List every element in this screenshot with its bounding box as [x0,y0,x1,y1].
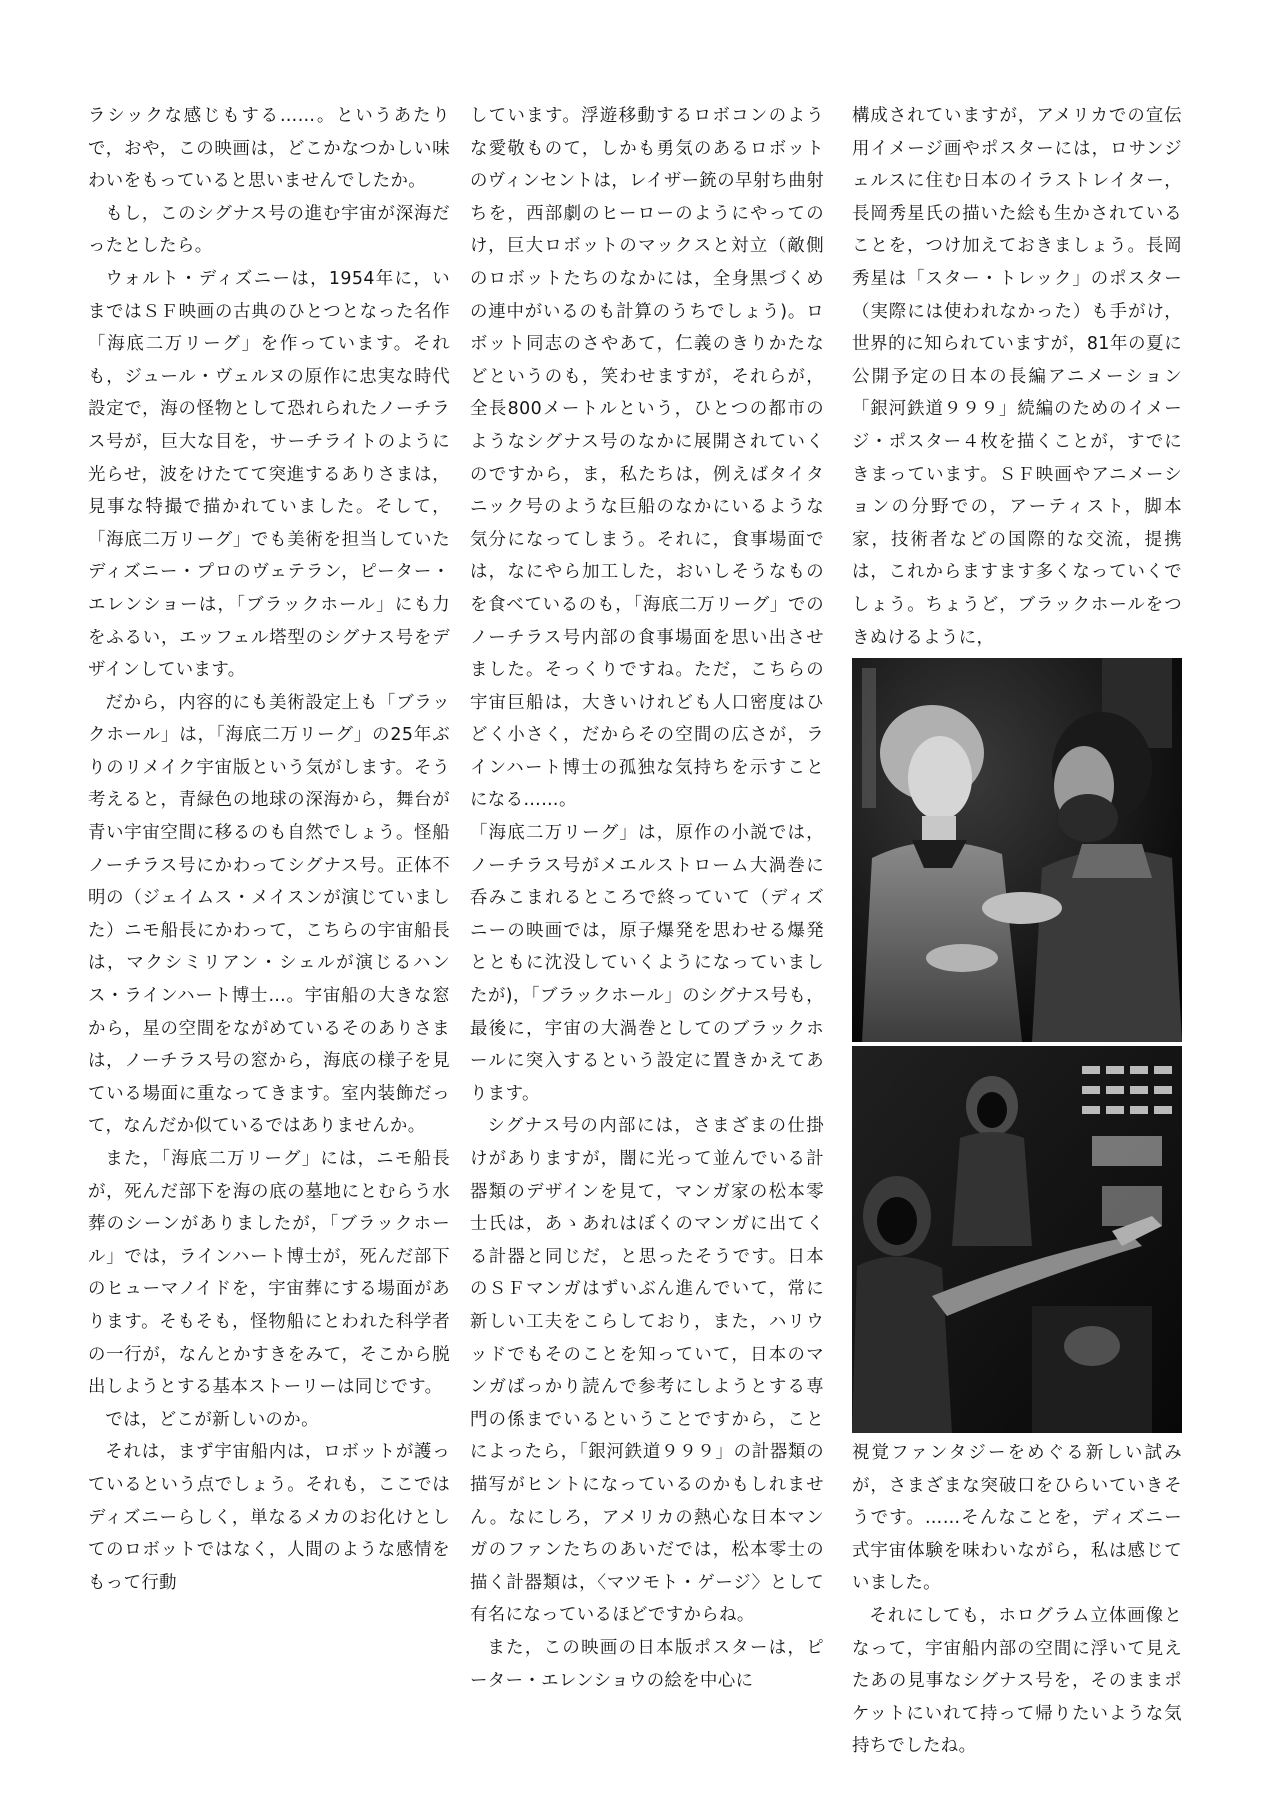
paragraph: 構成されていますが，アメリカでの宣伝用イメージ画やポスターには，ロサンジェルスに住む日本のイラストレイター，長岡秀星氏の描いた絵も生かされていることを，つけ加えておきましょう。長岡秀星は「スター・トレック」のポスター（実際には使われなかった）も手がけ，世界的に知られていますが，81年の夏に公開予定の日本の長編アニメーション「銀河鉄道９９９」続編のためのイメージ・ポスター４枚を描くことが，すでにきまっています。ＳＦ映画やアニメーションの分野での，アーティスト，脚本家，技術者などの国際的な交流，提携は，これからますます多くなっていくでしょう。ちょうど，ブラックホールをつきぬけるように， [852,106,1182,648]
paragraph: また，「海底二万リーグ」には，ニモ船長が，死んだ部下を海の底の墓地にとむらう水葬のシーンがありましたが，「ブラックホール」では，ラインハート博士が，死んだ部下のヒューマノイドを，宇宙葬にする場面があります。そもそも，怪物船にとわれた科学者の一行が，なんとかすきをみて，そこから脱出しようとする基本ストーリーは同じです。 [88,1149,450,1398]
paragraph: だから，内容的にも美術設定上も「ブラックホール」は，「海底二万リーグ」の25年ぶりのリメイク宇宙版という気がします。そう考えると，青緑色の地球の深海から，舞台が青い宇宙空間に移るのも自然でしょう。怪船ノーチラス号にかわってシグナス号。正体不明の（ジェイムス・メイスンが演じていました）ニモ船長にかわって，こちらの宇宙船長は，マクシミリアン・シェルが演じるハンス・ラインハート博士…。宇宙船の大きな窓から，星の空間をながめているそのありさまは，ノーチラス号の窓から，海底の様子を見ている場面に重なってきます。室内装飾だって，なんだか似ているではありませんか。 [88,692,450,1137]
film-still-photo-robots [852,1046,1182,1433]
paragraph: それにしても，ホログラム立体画像となって，宇宙船内部の空間に浮いて見えたあの見事なシグナス号を，そのままポケットにいれて持って帰りたいような気持ちでしたね。 [852,1606,1182,1757]
photo-illustration [852,658,1182,1042]
paragraph: ラシックな感じもする……。というあたりで，おや，この映画は，どこかなつかしい味わいをもっていると思いませんでしたか。 [88,106,450,192]
photo-illustration [852,1046,1182,1433]
paragraph: しています。浮遊移動するロボコンのような愛敬ものて，しかも勇気のあるロボットのヴィンセントは，レイザー銃の早射ち曲射ちを，西部劇のヒーローのようにやってのけ，巨大ロボットのマックスと対立（敵側のロボットたちのなかには，全身黒づくめの連中がいるのも計算のうちでしょう)。ロボット同志のさやあて，仁義のきりかたなどというのも，笑わせますが，それらが，全長800メートルという，ひとつの都市のようなシグナス号のなかに展開されていくのですから，ま，私たちは，例えばタイタニック号のような巨船のなかにいるような気分になってしまう。それに，食事場面では，なにやら加工した，おいしそうなものを食べているのも，「海底二万リーグ」でのノーチラス号内部の食事場面を思い出させました。そっくりですね。ただ，こちらの宇宙巨船は，大きいけれども人口密度はひどく小さく，だからその空間の広さが，ラインハート博士の孤独な気持ちを示すことになる……。 [470,106,824,811]
paragraph: ウォルト・ディズニーは，1954年に，いまではＳＦ映画の古典のひとつとなった名作「海底二万リーグ」を作っています。それも，ジュール・ヴェルヌの原作に忠実な時代設定で，海の怪物として恐れられたノーチラス号が，巨大な目を，サーチライトのように光らせ，波をけたてて突進するありさまは，見事な特撮で描かれていました。そして，「海底二万リーグ」でも美術を担当していたディズニー・プロのヴェテラン，ピーター・エレンショーは，「ブラックホール」にも力をふるい，エッフェル塔型のシグナス号をデザインしています。 [88,268,450,681]
text-column-3 [852,100,1182,1763]
paragraph: また，この映画の日本版ポスターは，ピーター・エレンショウの絵を中心に [470,1637,824,1691]
paragraph: では，どこが新しいのか。 [105,1409,319,1430]
film-still-photo-couple [852,658,1182,1042]
text-column-1 [88,100,450,1599]
text-column-2 [470,100,824,1697]
paragraph: それは，まず宇宙船内は，ロボットが護っているという点でしょう。それも，ここではディズニーらしく，単なるメカのお化けとしてのロボットではなく，人間のような感情をもって行動 [88,1442,450,1593]
paragraph: シグナス号の内部には，さまざまの仕掛けがありますが，闇に光って並んでいる計器類のデザインを見て，マンガ家の松本零士氏は，あゝあれはぼくのマンガに出てくる計器と同じだ，と思ったそうです。日本のＳＦマンガはずいぶん進んでいて，常に新しい工夫をこらしており，また，ハリウッドでもそのことを知っていて，日本のマンガばっかり読んで参考にしようとする専門の係までいるということですから，ことによったら，「銀河鉄道９９９」の計器類の描写がヒントになっているのかもしれません。なにしろ，アメリカの熱心な日本マンガのファンたちのあいだでは，松本零士の描く計器類は，〈マツモト・ゲージ〉として有名になっているほどですからね。 [470,1116,824,1626]
paragraph: もし，このシグナス号の進む宇宙が深海だったとしたら。 [88,203,450,257]
paragraph: 視覚ファンタジーをめぐる新しい試みが，さまざまな突破口をひらいていきそうです。……そんなことを，ディズニー式宇宙体験を味わいながら，私は感じていました。 [852,1443,1182,1594]
paragraph: 「海底二万リーグ」は，原作の小説では，ノーチラス号がメエルストローム大渦巻に呑みこまれるところで終っていて（ディズニーの映画では，原子爆発を思わせる爆発とともに沈没していくようになっていましたが)，「ブラックホール」のシグナス号も，最後に，宇宙の大渦巻としてのブラックホールに突入するという設定に置きかえてあります。 [470,823,824,1104]
